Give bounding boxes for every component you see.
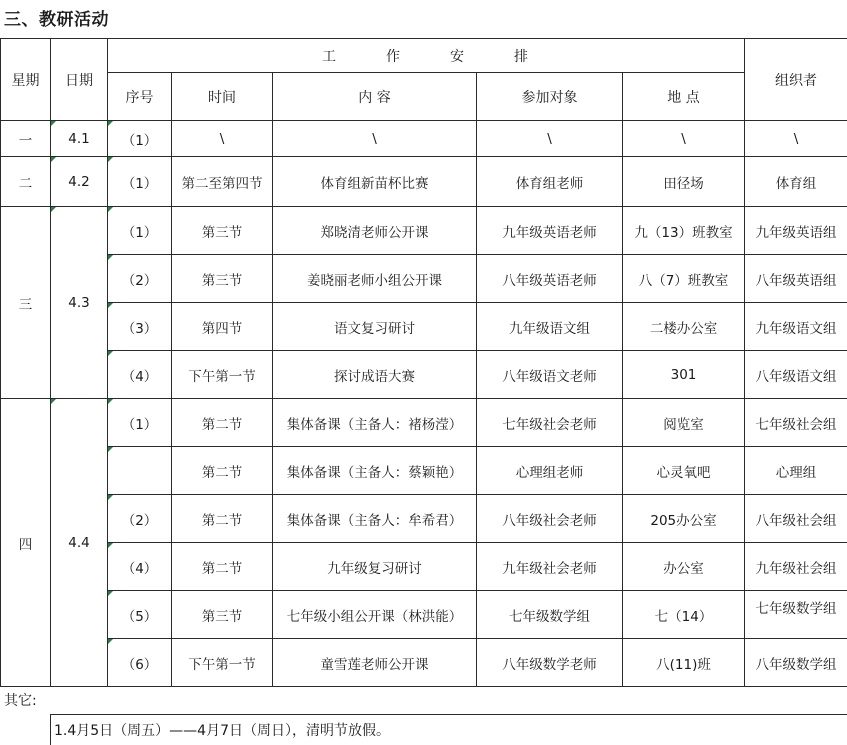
content-cell: 九年级复习研讨 (273, 543, 477, 591)
organizer-cell: 九年级语文组 (745, 303, 847, 351)
weekday-cell: 四 (1, 399, 51, 687)
table-row (1, 157, 847, 207)
organizer-cell: 八年级社会组 (745, 495, 847, 543)
organizer-cell: 九年级社会组 (745, 543, 847, 591)
date-cell: 4.2 (51, 157, 108, 207)
location-cell: 阅览室 (623, 399, 745, 447)
time-cell: \ (172, 121, 273, 157)
header-organizer: 组织者 (745, 39, 847, 121)
time-cell: 下午第一节 (172, 351, 273, 399)
location-cell: 九（13）班教室 (623, 207, 745, 255)
time-cell: 第二节 (172, 495, 273, 543)
organizer-cell: 八年级英语组 (745, 255, 847, 303)
date-cell: 4.4 (51, 399, 108, 687)
participants-cell: 七年级数学组 (477, 591, 623, 639)
participants-cell: 心理组老师 (477, 447, 623, 495)
location-cell: 八（7）班教室 (623, 255, 745, 303)
no-cell: （6） (108, 639, 172, 687)
other-section (0, 686, 847, 744)
location-cell: 205办公室 (623, 495, 745, 543)
organizer-cell: 八年级数学组 (745, 639, 847, 687)
time-cell: 第二节 (172, 447, 273, 495)
location-cell: 心灵氧吧 (623, 447, 745, 495)
table-row (1, 543, 847, 591)
no-cell: （1） (108, 157, 172, 207)
organizer-cell: 心理组 (745, 447, 847, 495)
location-cell: 八(11)班 (623, 639, 745, 687)
content-cell: 集体备课（主备人：褚杨滢） (273, 399, 477, 447)
location-cell: \ (623, 121, 745, 157)
no-cell: （1） (108, 121, 172, 157)
content-cell: 集体备课（主备人：蔡颖艳） (273, 447, 477, 495)
participants-cell: 八年级社会老师 (477, 495, 623, 543)
participants-cell: 九年级语文组 (477, 303, 623, 351)
participants-cell: 八年级数学老师 (477, 639, 623, 687)
time-cell: 下午第一节 (172, 639, 273, 687)
participants-cell: \ (477, 121, 623, 157)
header-date: 日期 (51, 39, 108, 121)
no-cell: （2） (108, 495, 172, 543)
table-row (1, 639, 847, 687)
table-row (1, 207, 847, 255)
participants-cell: 九年级社会老师 (477, 543, 623, 591)
content-cell: 体育组新苗杯比赛 (273, 157, 477, 207)
section-title: 三、教研活动 (4, 6, 109, 34)
location-cell: 办公室 (623, 543, 745, 591)
table-row (1, 591, 847, 639)
organizer-cell: \ (745, 121, 847, 157)
table-row (1, 495, 847, 543)
time-cell: 第二节 (172, 543, 273, 591)
other-label: 其它: (4, 690, 37, 710)
content-cell: 姜晓丽老师小组公开课 (273, 255, 477, 303)
time-cell: 第二至第四节 (172, 157, 273, 207)
header-time: 时间 (172, 73, 273, 121)
table-row (1, 447, 847, 495)
no-cell: （1） (108, 207, 172, 255)
content-cell: \ (273, 121, 477, 157)
location-cell: 田径场 (623, 157, 745, 207)
time-cell: 第三节 (172, 207, 273, 255)
content-cell: 语文复习研讨 (273, 303, 477, 351)
content-cell: 郑晓清老师公开课 (273, 207, 477, 255)
weekday-cell: 三 (1, 207, 51, 399)
date-cell: 4.3 (51, 207, 108, 399)
content-cell: 童雪莲老师公开课 (273, 639, 477, 687)
weekday-cell: 二 (1, 157, 51, 207)
participants-cell: 八年级语文老师 (477, 351, 623, 399)
no-cell: （5） (108, 591, 172, 639)
time-cell: 第四节 (172, 303, 273, 351)
header-work-arrangement: 工 作 安 排 (108, 39, 745, 73)
location-cell: 二楼办公室 (623, 303, 745, 351)
time-cell: 第三节 (172, 591, 273, 639)
no-cell: （2） (108, 255, 172, 303)
organizer-cell: 七年级数学组 (745, 591, 847, 639)
organizer-cell: 八年级语文组 (745, 351, 847, 399)
holiday-note: 1.4月5日（周五）——4月7日（周日），清明节放假。 (54, 720, 390, 740)
time-cell: 第三节 (172, 255, 273, 303)
no-cell: （4） (108, 543, 172, 591)
participants-cell: 八年级英语老师 (477, 255, 623, 303)
table-row (1, 351, 847, 399)
content-cell: 集体备课（主备人：牟希君） (273, 495, 477, 543)
content-cell: 探讨成语大赛 (273, 351, 477, 399)
organizer-cell: 七年级社会组 (745, 399, 847, 447)
table-row (1, 121, 847, 157)
no-cell: （4） (108, 351, 172, 399)
time-cell: 第二节 (172, 399, 273, 447)
weekday-cell: 一 (1, 121, 51, 157)
content-cell: 七年级小组公开课（林洪能） (273, 591, 477, 639)
no-cell: （1） (108, 399, 172, 447)
participants-cell: 体育组老师 (477, 157, 623, 207)
table-row (1, 255, 847, 303)
no-cell: （3） (108, 303, 172, 351)
location-cell: 301 (623, 351, 745, 399)
participants-cell: 七年级社会老师 (477, 399, 623, 447)
participants-cell: 九年级英语老师 (477, 207, 623, 255)
header-content: 内 容 (273, 73, 477, 121)
schedule-table (0, 38, 847, 687)
location-cell: 七（14） (623, 591, 745, 639)
header-weekday: 星期 (1, 39, 51, 121)
table-row (1, 303, 847, 351)
organizer-cell: 体育组 (745, 157, 847, 207)
header-participants: 参加对象 (477, 73, 623, 121)
header-no: 序号 (108, 73, 172, 121)
organizer-cell: 九年级英语组 (745, 207, 847, 255)
date-cell: 4.1 (51, 121, 108, 157)
table-row (1, 399, 847, 447)
no-cell (108, 447, 172, 495)
header-location: 地 点 (623, 73, 745, 121)
